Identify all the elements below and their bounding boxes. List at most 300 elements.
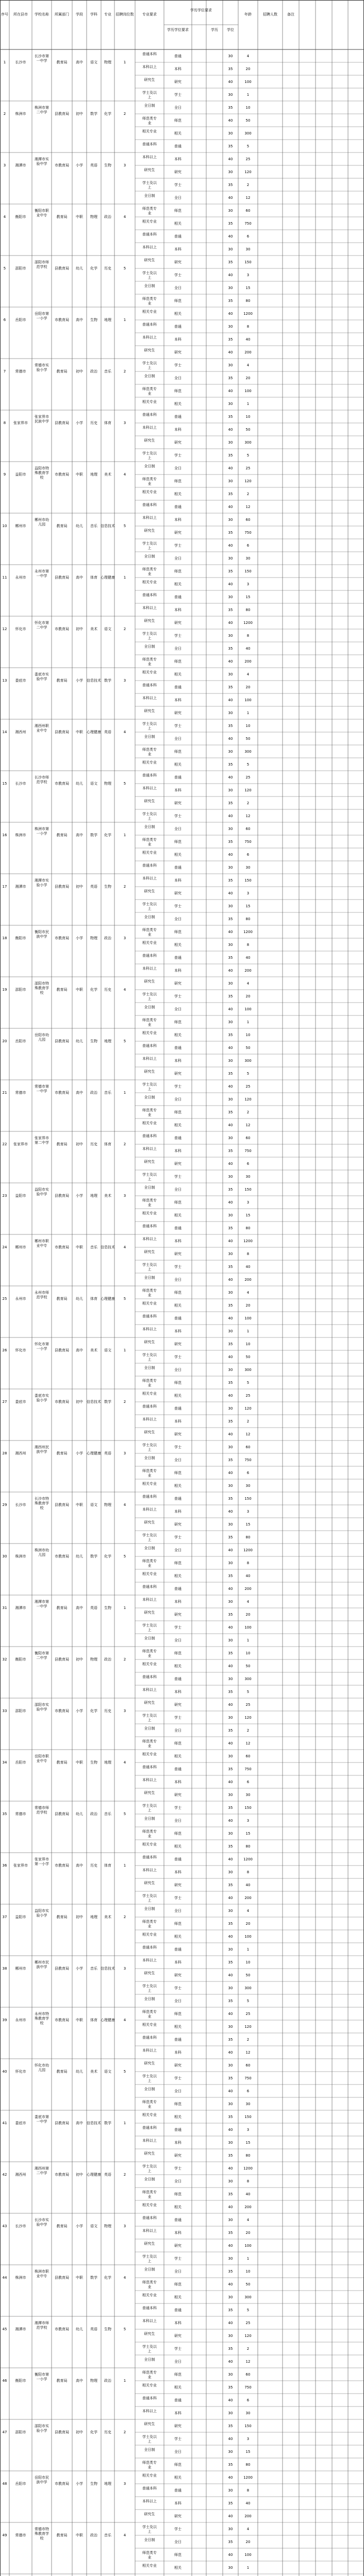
- major-cell: 业: [147, 1023, 152, 1027]
- seq-cell: 47: [2, 2430, 7, 2434]
- age-cell: 30: [228, 2450, 233, 2454]
- quota-cell: 2: [246, 492, 250, 496]
- seq-cell: 4: [3, 215, 6, 219]
- major-cell: 本科以上: [142, 335, 157, 340]
- dept-cell: 县教育局: [55, 1348, 69, 1352]
- major-cell: 学士及以: [142, 181, 157, 185]
- age-cell: 35: [228, 2540, 233, 2544]
- school-cell: 族中学: [36, 2480, 47, 2484]
- age-cell: 35: [228, 1419, 233, 1423]
- age-cell: 40: [228, 2282, 233, 2286]
- quota-cell: 80: [245, 608, 251, 612]
- quota-cell: 300: [244, 1986, 252, 1990]
- seq-cell: 30: [2, 1554, 7, 1558]
- dept-cell: 市教育局: [55, 2327, 69, 2331]
- quota-cell: 10: [245, 415, 251, 419]
- major-cell: 研究生: [144, 1881, 155, 1885]
- school-cell: 娄底市第: [35, 2115, 49, 2119]
- quota-cell: 80: [245, 917, 251, 921]
- major-cell: 研究生: [144, 2332, 155, 2336]
- quota-cell: 15: [245, 1213, 251, 1217]
- education-cell: 研究: [174, 2154, 181, 2158]
- education-cell: 学士: [174, 1535, 181, 1539]
- age-cell: 30: [228, 2179, 233, 2183]
- quota-cell: 1200: [243, 1239, 253, 1243]
- quota-cell: 6: [246, 544, 250, 548]
- seq-cell: 31: [2, 1606, 7, 1610]
- age-cell: 40: [228, 312, 233, 316]
- level-cell: 高中: [76, 1091, 83, 1095]
- education-cell: 普通: [174, 1767, 181, 1771]
- subject-cell: 心理健康: [87, 1451, 101, 1455]
- major-cell: 上: [147, 1989, 152, 1993]
- subject-cell: 英语: [90, 885, 97, 889]
- quota-cell: 100: [244, 2244, 252, 2248]
- age-cell: 35: [228, 337, 233, 342]
- quota-cell: 60: [245, 827, 251, 831]
- education-cell: 师范: [174, 2553, 181, 2557]
- major-cell: 普通本科: [142, 2396, 157, 2400]
- major-cell: 相关专业: [142, 1572, 157, 1576]
- major-cell: 全日制: [144, 104, 155, 108]
- major-cell: 普通本科: [142, 593, 157, 597]
- education-cell: 本科: [174, 969, 181, 973]
- subject2-cell: 音乐: [104, 2533, 111, 2537]
- major-cell: 上: [147, 185, 152, 190]
- posts-cell: 5: [123, 1812, 126, 1816]
- age-cell: 30: [228, 440, 233, 445]
- county-cell: 郴州市: [15, 1967, 26, 1971]
- major-cell: 研究生: [144, 78, 155, 82]
- quota-cell: 10: [245, 1033, 251, 1037]
- level-cell: 小学: [76, 1967, 83, 1971]
- county-cell: 长沙市: [15, 1503, 26, 1507]
- dept-cell: 市教育局: [55, 472, 69, 477]
- subject2-cell: 英语: [104, 730, 111, 734]
- major-cell: 业: [147, 392, 152, 396]
- major-cell: 研究生: [144, 1791, 155, 1795]
- header-edu-note: 学历: [211, 28, 218, 32]
- education-cell: 全日: [174, 1007, 181, 1011]
- subject-cell: 历史: [90, 421, 97, 425]
- age-cell: 30: [228, 1175, 233, 1179]
- quota-cell: 25: [245, 157, 251, 161]
- education-cell: 普通: [174, 2218, 181, 2222]
- major-cell: 学士及以: [142, 1533, 157, 1537]
- major-cell: 学士及以: [142, 902, 157, 906]
- major-cell: 师范类专: [142, 1379, 157, 1383]
- education-cell: 学士: [174, 1986, 181, 1990]
- age-cell: 35: [228, 376, 233, 380]
- school-cell: 衡阳市第: [35, 2372, 49, 2377]
- age-cell: 35: [228, 1303, 233, 1308]
- education-cell: 本科: [174, 2411, 181, 2415]
- subject2-cell: 历史: [104, 1709, 111, 1713]
- age-cell: 35: [228, 801, 233, 805]
- seq-cell: 8: [3, 421, 6, 425]
- education-cell: 普通: [174, 2038, 181, 2042]
- quota-cell: 6: [246, 234, 250, 239]
- age-cell: 40: [228, 157, 233, 161]
- quota-cell: 30: [245, 1793, 251, 1797]
- subject2-cell: 地理: [104, 1039, 111, 1043]
- quota-cell: 10: [245, 724, 251, 728]
- subject-cell: 体育: [90, 575, 97, 580]
- age-cell: 40: [228, 930, 233, 934]
- posts-cell: 4: [123, 2276, 126, 2280]
- school-cell: 二中学: [36, 2171, 47, 2175]
- major-cell: 上: [147, 456, 152, 460]
- quota-cell: 750: [244, 1767, 252, 1771]
- quota-cell: 6: [246, 2398, 250, 2402]
- dept-cell: 市教育局: [55, 1863, 69, 1868]
- education-cell: 研究: [174, 2514, 181, 2518]
- level-cell: 中职: [76, 1503, 83, 1507]
- county-cell: 岳阳市: [15, 2482, 26, 2486]
- major-cell: 师范类专: [142, 2190, 157, 2194]
- header-county: 所在县市: [13, 12, 28, 16]
- level-cell: 中职: [76, 472, 83, 477]
- posts-cell: 2: [123, 2173, 126, 2177]
- quota-cell: 30: [245, 2102, 251, 2106]
- school-cell: 邵阳市师: [35, 260, 49, 264]
- major-cell: 本科以上: [142, 516, 157, 520]
- quota-cell: 300: [244, 1059, 252, 1063]
- posts-cell: 4: [123, 1245, 126, 1249]
- subject-cell: 信息技术: [87, 1400, 101, 1404]
- age-cell: 40: [228, 2244, 233, 2248]
- seq-cell: 25: [2, 1297, 7, 1301]
- seq-cell: 13: [2, 679, 7, 683]
- level-cell: 中职: [76, 2533, 83, 2537]
- major-cell: 普通本科: [142, 1134, 157, 1138]
- seq-cell: 7: [3, 369, 6, 374]
- education-cell: 研究: [174, 891, 181, 895]
- posts-cell: 2: [123, 1142, 126, 1146]
- subject2-cell: 心理健康: [101, 575, 115, 580]
- quota-cell: 60: [245, 518, 251, 522]
- level-cell: 高中: [76, 833, 83, 837]
- subject2-cell: 生物: [104, 885, 111, 889]
- quota-cell: 4: [246, 1909, 250, 1913]
- age-cell: 30: [228, 1406, 233, 1411]
- dept-cell: 市教育局: [55, 1400, 69, 1404]
- posts-cell: 3: [123, 163, 126, 167]
- age-cell: 30: [228, 1252, 233, 1256]
- major-cell: 本科以上: [142, 1327, 157, 1331]
- quota-cell: 300: [244, 2295, 252, 2299]
- subject2-cell: 化学: [104, 112, 111, 116]
- age-cell: 35: [228, 840, 233, 844]
- quota-cell: 20: [245, 2540, 251, 2544]
- age-cell: 30: [228, 1909, 233, 1913]
- quota-cell: 20: [245, 67, 251, 71]
- subject-cell: 音乐: [90, 1245, 97, 1249]
- subject-cell: 政治: [90, 1091, 97, 1095]
- education-cell: 相关: [174, 2295, 181, 2299]
- seq-cell: 46: [2, 2379, 7, 2383]
- posts-cell: 2: [123, 2430, 126, 2434]
- school-cell: 衡阳市第: [35, 1651, 49, 1655]
- seq-cell: 2: [3, 112, 6, 116]
- posts-cell: 3: [123, 1709, 126, 1713]
- education-cell: 研究: [174, 621, 181, 625]
- age-cell: 40: [228, 2398, 233, 2402]
- major-cell: 师范类专: [142, 1739, 157, 1743]
- age-cell: 35: [228, 1999, 233, 2003]
- education-cell: 研究: [174, 981, 181, 986]
- school-cell: 湘潭市师: [35, 2321, 49, 2325]
- major-cell: 本科以上: [142, 2319, 157, 2323]
- education-cell: 学士: [174, 904, 181, 908]
- quota-cell: 300: [244, 1677, 252, 1681]
- age-cell: 35: [228, 260, 233, 264]
- subject2-cell: 地理: [104, 2482, 111, 2486]
- school-cell: 一小学: [36, 316, 47, 320]
- age-cell: 30: [228, 2527, 233, 2531]
- major-cell: 业: [147, 2014, 152, 2019]
- education-cell: 相关: [174, 1303, 181, 1308]
- education-cell: 研究: [174, 531, 181, 535]
- dept-cell: 县教育局: [55, 1967, 69, 1971]
- subject-cell: 政治: [90, 369, 97, 374]
- quota-cell: 4: [246, 54, 250, 58]
- education-cell: 研究: [174, 1342, 181, 1346]
- quota-cell: 40: [245, 1883, 251, 1887]
- school-cell: 益阳市实: [35, 1188, 49, 1192]
- major-cell: 业: [147, 2375, 152, 2379]
- age-cell: 35: [228, 2424, 233, 2428]
- subject-cell: 化学: [90, 1709, 97, 1713]
- county-cell: 株洲市: [15, 2276, 26, 2280]
- education-cell: 本科: [174, 157, 181, 161]
- education-cell: 全日: [174, 1548, 181, 1552]
- quota-cell: 4: [246, 1291, 250, 1295]
- quota-cell: 150: [244, 1188, 252, 1192]
- major-cell: 业: [147, 301, 152, 306]
- major-cell: 学士及以: [142, 361, 157, 365]
- age-cell: 30: [228, 518, 233, 522]
- county-cell: 永州市: [15, 1297, 26, 1301]
- education-cell: 全日: [174, 737, 181, 741]
- quota-cell: 1: [246, 93, 250, 97]
- education-cell: 学士: [174, 1445, 181, 1449]
- major-cell: 师范类专: [142, 297, 157, 301]
- level-cell: 初中: [76, 112, 83, 116]
- school-cell: 校: [40, 991, 44, 995]
- major-cell: 普通本科: [142, 2216, 157, 2220]
- education-cell: 学士: [174, 1355, 181, 1359]
- dept-cell: 教育局: [56, 2224, 68, 2228]
- quota-cell: 5: [246, 1999, 250, 2003]
- posts-cell: 5: [123, 2070, 126, 2074]
- education-cell: 全日: [174, 2179, 181, 2183]
- dept-cell: 教育局: [56, 1451, 68, 1455]
- education-cell: 普通: [174, 1497, 181, 1501]
- posts-cell: 5: [123, 782, 126, 786]
- age-cell: 30: [228, 1754, 233, 1758]
- major-cell: 上: [147, 1808, 152, 1812]
- subject-cell: 政治: [90, 2533, 97, 2537]
- school-cell: 永州市师: [35, 1291, 49, 1295]
- posts-cell: 3: [123, 679, 126, 683]
- education-cell: 本科: [174, 1329, 181, 1333]
- major-cell: 业: [147, 1834, 152, 1838]
- school-cell: 验中学: [36, 2223, 47, 2227]
- level-cell: 初中: [76, 1915, 83, 1919]
- quota-cell: 200: [244, 1587, 252, 1591]
- age-cell: 40: [228, 621, 233, 625]
- age-cell: 40: [228, 1625, 233, 1630]
- education-cell: 学士: [174, 2527, 181, 2531]
- major-cell: 学士及以: [142, 271, 157, 275]
- header-seq: 序号: [1, 12, 8, 16]
- major-cell: 学士及以: [142, 1263, 157, 1267]
- education-cell: 学士: [174, 2257, 181, 2261]
- major-cell: 普通本科: [142, 52, 157, 56]
- subject2-cell: 体育: [104, 1142, 111, 1146]
- school-cell: 娄底市实: [35, 672, 49, 676]
- dept-cell: 县教育局: [55, 575, 69, 580]
- education-cell: 普通: [174, 415, 181, 419]
- education-cell: 全日: [174, 2269, 181, 2274]
- major-cell: 研究生: [144, 1520, 155, 1524]
- education-cell: 研究: [174, 1883, 181, 1887]
- major-cell: 上: [147, 366, 152, 370]
- posts-cell: 2: [123, 369, 126, 374]
- major-cell: 业: [147, 2555, 152, 2560]
- major-cell: 业: [147, 933, 152, 937]
- dept-cell: 县教育局: [55, 421, 69, 425]
- major-cell: 师范类专: [142, 1018, 157, 1022]
- major-cell: 普通本科: [142, 1044, 157, 1048]
- subject2-cell: 政治: [104, 2379, 111, 2383]
- seq-cell: 42: [2, 2173, 7, 2177]
- county-cell: 长沙市: [15, 2224, 26, 2228]
- major-cell: 上: [147, 1177, 152, 1181]
- quota-cell: 300: [244, 131, 252, 135]
- education-cell: 全日: [174, 1458, 181, 1462]
- major-cell: 研究生: [144, 1250, 155, 1254]
- level-cell: 小学: [76, 679, 83, 683]
- major-cell: 本科以上: [142, 967, 157, 971]
- seq-cell: 45: [2, 2327, 7, 2331]
- major-cell: 上: [147, 726, 152, 731]
- major-cell: 全日制: [144, 1276, 155, 1280]
- quota-cell: 3: [246, 1510, 250, 1514]
- county-cell: 常德市: [15, 369, 26, 374]
- quota-cell: 2: [246, 2347, 250, 2351]
- level-cell: 幼儿: [76, 1554, 83, 1558]
- quota-cell: 40: [245, 1265, 251, 1269]
- subject2-cell: 语文: [104, 627, 111, 631]
- level-cell: 中职: [76, 730, 83, 734]
- major-cell: 相关专业: [142, 580, 157, 584]
- education-cell: 学士: [174, 1175, 181, 1179]
- seq-cell: 40: [2, 2070, 7, 2074]
- education-cell: 研究: [174, 170, 181, 174]
- quota-cell: 5: [246, 762, 250, 767]
- school-cell: 长沙市第: [35, 54, 49, 58]
- education-cell: 研究: [174, 1162, 181, 1166]
- major-cell: 师范类专: [142, 1469, 157, 1473]
- education-cell: 全日: [174, 1368, 181, 1372]
- major-cell: 本科以上: [142, 1598, 157, 1602]
- county-cell: 岳阳市: [15, 318, 26, 322]
- quota-cell: 40: [245, 2501, 251, 2505]
- education-cell: 学士: [174, 1896, 181, 1900]
- quota-cell: 200: [244, 659, 252, 664]
- major-cell: 研究生: [144, 1971, 155, 1975]
- subject2-cell: 政治: [104, 936, 111, 940]
- major-cell: 全日制: [144, 825, 155, 829]
- school-cell: 长沙市特: [35, 1497, 49, 1501]
- age-cell: 40: [228, 2050, 233, 2055]
- major-cell: 本科以上: [142, 1958, 157, 1962]
- education-cell: 研究: [174, 1973, 181, 1977]
- education-cell: 普通: [174, 1406, 181, 1411]
- education-cell: 师范: [174, 1110, 181, 1114]
- seq-cell: 33: [2, 1709, 7, 1713]
- school-cell: 衡阳市民: [35, 930, 49, 934]
- major-cell: 本科以上: [142, 1057, 157, 1061]
- education-cell: 师范: [174, 1381, 181, 1385]
- education-cell: 学士: [174, 93, 181, 97]
- header-note: 备注: [287, 12, 294, 16]
- major-cell: 研究生: [144, 979, 155, 984]
- school-cell: 校: [40, 1506, 44, 1510]
- age-cell: 35: [228, 2154, 233, 2158]
- dept-cell: 县教育局: [55, 2430, 69, 2434]
- age-cell: 30: [228, 1716, 233, 1720]
- education-cell: 本科: [174, 1239, 181, 1243]
- education-cell: 普通: [174, 1316, 181, 1320]
- level-cell: 小学: [76, 163, 83, 167]
- school-cell: 业中专: [36, 1759, 47, 1763]
- county-cell: 怀化市: [15, 627, 26, 631]
- quota-cell: 120: [244, 1097, 252, 1101]
- dept-cell: 市教育局: [55, 2482, 69, 2486]
- major-cell: 全日制: [144, 464, 155, 468]
- seq-cell: 27: [2, 1400, 7, 1404]
- subject-cell: 生物: [90, 318, 97, 322]
- education-cell: 研究: [174, 1072, 181, 1076]
- age-cell: 40: [228, 1819, 233, 1823]
- quota-cell: 20: [245, 376, 251, 380]
- quota-cell: 100: [244, 2553, 252, 2557]
- quota-cell: 120: [244, 170, 252, 174]
- quota-cell: 30: [245, 866, 251, 870]
- county-cell: 益阳市: [15, 472, 26, 477]
- major-cell: 本科以上: [142, 2499, 157, 2503]
- posts-cell: 1: [123, 1863, 126, 1868]
- school-cell: 业中专: [36, 2274, 47, 2278]
- school-cell: 郴州市职: [35, 1239, 49, 1243]
- age-cell: 40: [228, 1741, 233, 1745]
- education-cell: 本科: [174, 1780, 181, 1784]
- major-cell: 学士及以: [142, 2164, 157, 2168]
- subject-cell: 美术: [90, 627, 97, 631]
- age-cell: 30: [228, 131, 233, 135]
- subject2-cell: 信息技术: [101, 1967, 115, 1971]
- subject2-cell: 生物: [104, 1606, 111, 1610]
- age-cell: 35: [228, 724, 233, 728]
- age-cell: 40: [228, 1239, 233, 1243]
- seq-cell: 15: [2, 782, 7, 786]
- quota-cell: 10: [245, 1342, 251, 1346]
- education-cell: 研究: [174, 80, 181, 84]
- school-cell: 邵阳市特: [35, 981, 49, 986]
